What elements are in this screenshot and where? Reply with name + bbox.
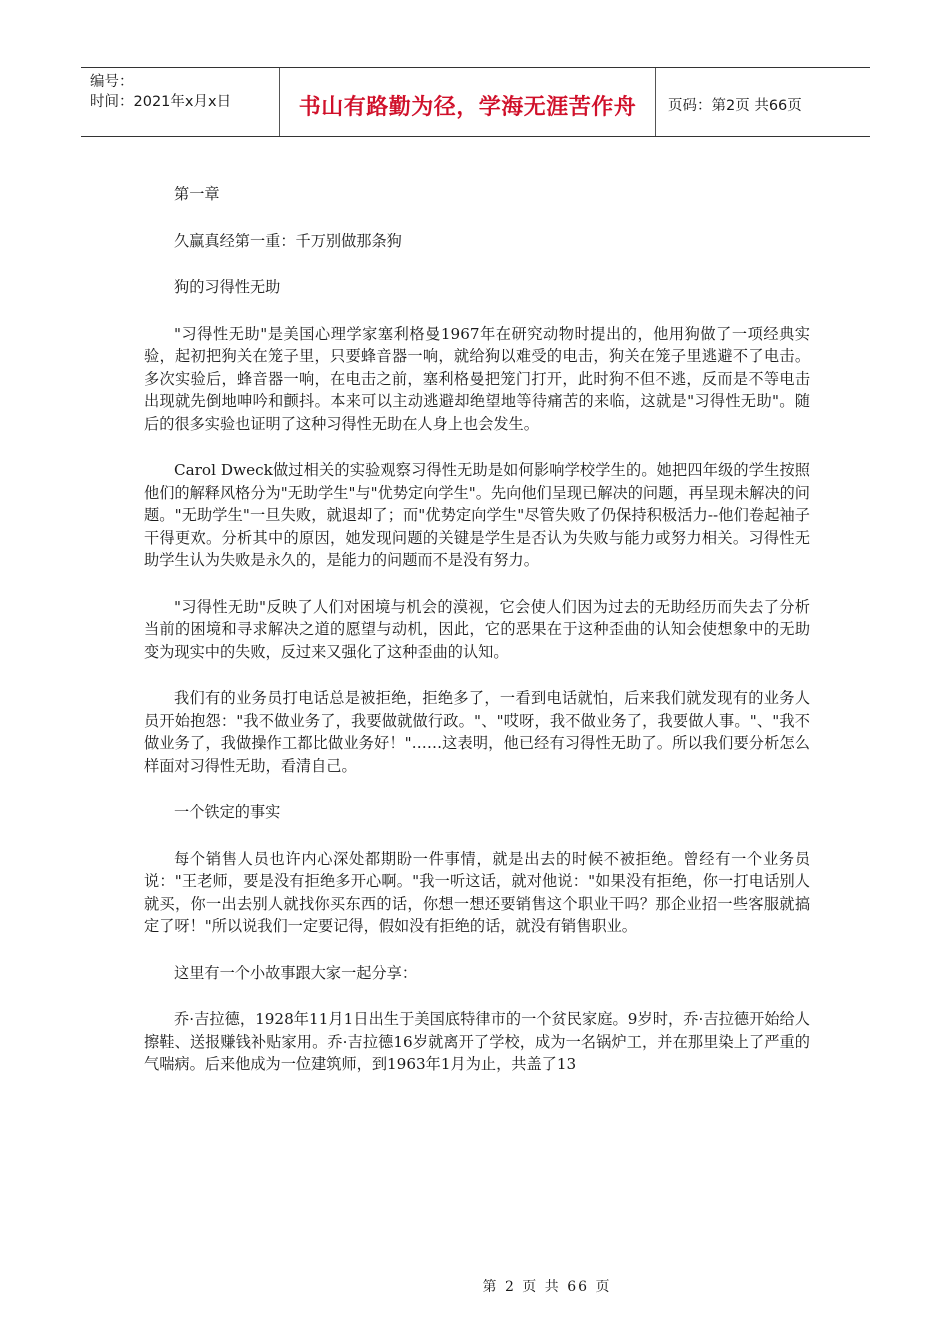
header-meta — [81, 68, 280, 136]
number-label: 编号： — [90, 74, 134, 90]
paragraph: 乔·吉拉德，1928年11月1日出生于美国底特律市的一个贫民家庭。9岁时，乔·吉拉德开始给人擦鞋、送报赚钱补贴家用。乔·吉拉德16岁就离开了学校，成为一名锅炉工，并在那里染上了严重的气喘病。后来他成为一位建筑师，到1963年1月为止，共盖了13 — [144, 1010, 810, 1073]
chapter-title: 第一章 — [174, 185, 220, 203]
section-title: 久赢真经第一重：千万别做那条狗 — [174, 231, 402, 250]
paragraph: 这里有一个小故事跟大家一起分享： — [174, 963, 417, 982]
page-header — [81, 67, 870, 137]
header-motto: 书山有路勤为径，学海无涯苦作舟 — [280, 68, 656, 136]
date-label: 时间：2021年x月x日 — [90, 94, 232, 110]
paragraph: Carol Dweck做过相关的实验观察习得性无助是如何影响学校学生的。她把四年级的学生按照他们的解释风格分为"无助学生"与"优势定向学生"。先向他们呈现已解决的问题，再呈现未解决的问题。"无助学生"一旦失败，就退却了；而"优势定向学生"尽管失败了仍保持积极活力--他们卷起袖子干得更欢。分析其中的原因，她发现问题的关键是学生是否认为失败与能力或努力相关。习得性无助学生认为失败是永久的，是能力的问题而不是没有努力。 — [144, 461, 810, 569]
paragraph: "习得性无助"反映了人们对困境与机会的漠视，它会使人们因为过去的无助经历而失去了分析当前的困境和寻求解决之道的愿望与动机，因此，它的恶果在于这种歪曲的认知会使想象中的无助变为现实中的失败，反过来又强化了这种歪曲的认知。 — [144, 597, 810, 661]
document-body — [144, 183, 810, 1100]
subtitle-learned-helplessness: 狗的习得性无助 — [174, 278, 281, 296]
subtitle-fact: 一个铁定的事实 — [174, 803, 281, 821]
page-footer: 第 2 页 共 66 页 — [482, 1279, 612, 1295]
paragraph: 我们有的业务员打电话总是被拒绝，拒绝多了，一看到电话就怕，后来我们就发现有的业务人员开始抱怨："我不做业务了，我要做就做行政。"、"哎呀，我不做业务了，我要做人事。"、"我不做业务了，我做操作工都比做业务好！"……这表明，他已经有习得性无助了。所以我们要分析怎么样面对习得性无助，看清自己。 — [144, 689, 810, 775]
header-page-info: 页码：第2页 共66页 — [668, 97, 802, 114]
paragraph: "习得性无助"是美国心理学家塞利格曼1967年在研究动物时提出的，他用狗做了一项经典实验，起初把狗关在笼子里，只要蜂音器一响，就给狗以难受的电击，狗关在笼子里逃避不了电击。多次实验后，蜂音器一响，在电击之前，塞利格曼把笼门打开，此时狗不但不逃，反而是不等电击出现就先倒地呻吟和颤抖。本来可以主动逃避却绝望地等待痛苦的来临，这就是"习得性无助"。随后的很多实验也证明了这种习得性无助在人身上也会发生。 — [144, 324, 810, 433]
paragraph: 每个销售人员也许内心深处都期盼一件事情，就是出去的时候不被拒绝。曾经有一个业务员说："王老师，要是没有拒绝多开心啊。"我一听这话，就对他说："如果没有拒绝，你一打电话别人就买，你一出去别人就找你买东西的话，你想一想还要销售这个职业干吗？那企业招一些客服就搞定了呀！"所以说我们一定要记得，假如没有拒绝的话，就没有销售职业。 — [144, 849, 810, 935]
